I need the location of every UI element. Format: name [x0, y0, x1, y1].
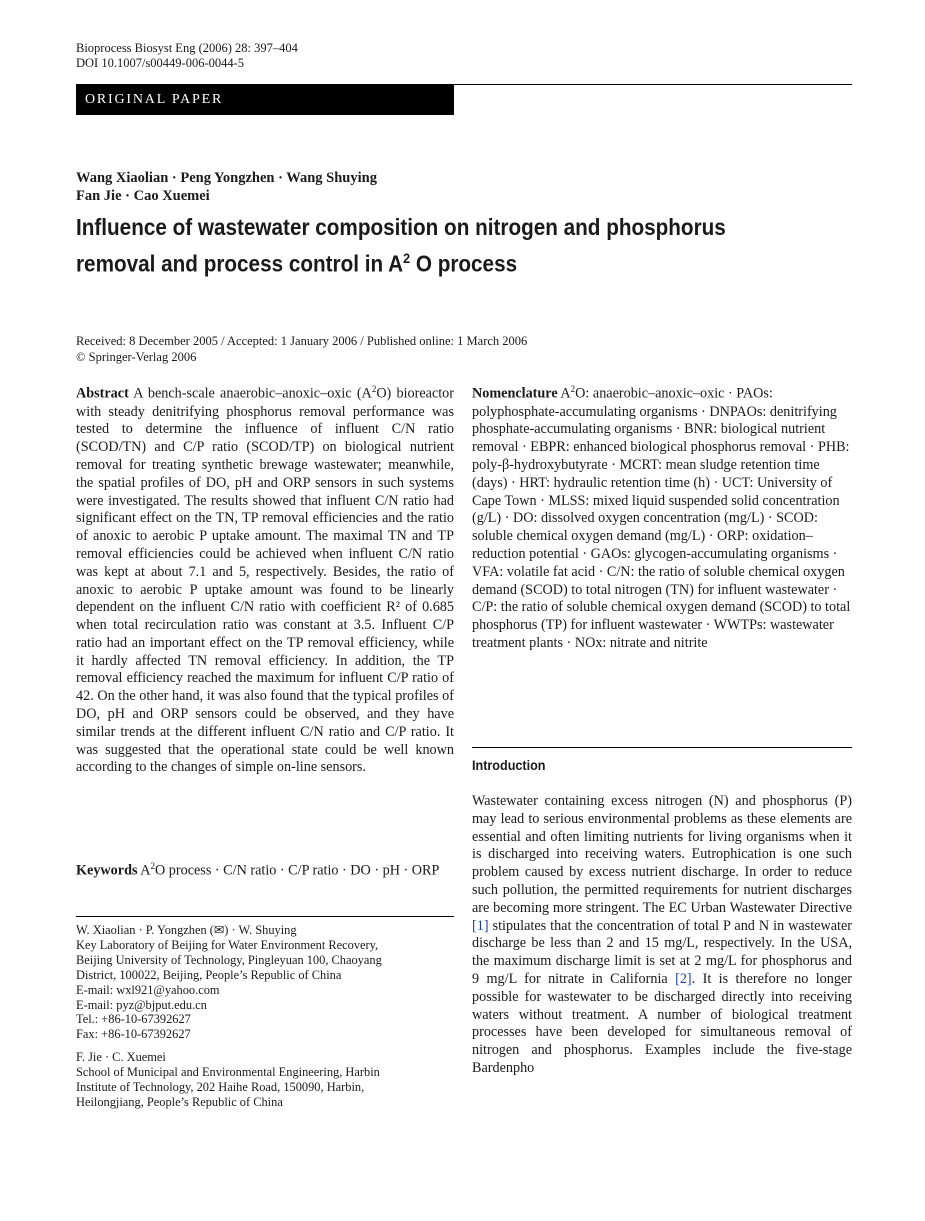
article-type-label: ORIGINAL PAPER — [85, 92, 224, 107]
intro-text: Wastewater containing excess nitrogen (N) and phosphorus (P) may lead to serious environmental problems as these elements are essential and often limiting nutrients for living organisms when it is discharged into receiving waters. Eutrophication is one such problem caused by excess nutrient discharge. In order to reduce such pollution, the permitted requirements for nutrient discharges are becoming more stringent. The EC Urban Wastewater Directive — [472, 793, 852, 916]
title-line-1: Influence of wastewater composition on nitrogen and phosphorus — [76, 214, 726, 240]
affiliation-block-2 — [76, 1050, 454, 1110]
abstract-superscript: 2 — [371, 384, 377, 394]
affiliation-institution: Heilongjiang, People’s Republic of China — [76, 1094, 283, 1109]
affiliation-institution: District, 100022, Beijing, People’s Republic of China — [76, 967, 342, 982]
introduction-heading: Introduction — [472, 757, 546, 773]
publication-dates — [76, 334, 527, 365]
email-address: E-mail: wxl921@yahoo.com — [76, 982, 220, 997]
email-address: E-mail: pyz@bjput.edu.cn — [76, 997, 207, 1012]
author-line-2: Fan Jie · Cao Xuemei — [76, 188, 210, 204]
affiliation-names: W. Xiaolian · P. Yongzhen (✉) · W. Shuying — [76, 923, 297, 937]
journal-doi: DOI 10.1007/s00449-006-0044-5 — [76, 56, 245, 70]
abstract-text: O) bioreactor with steady denitrifying phosphorus removal performance was tested to determine the influence of influent C/N ratio (SCOD/TN) and C/P ratio (SCOD/TP) on biological nutrient removal for treating synthetic brewage wastewater; meanwhile, the spatial profiles of DO, pH and ORP sensors in such systems were investigated. The results showed that influent C/N ratio had significant effect on the TN, TP removal efficiencies and the ratio of anoxic to aerobic P uptake amount. The maximal TN and TP removal efficiencies could be achieved when influent C/N ratio was kept at about 7.1 and 5, respectively. Besides, the ratio of anoxic to aerobic P uptake amount was found to be linearly dependent on the influent C/N ratio with coefficient R² of 0.685 when total recirculation ratio was constant at 3.5. Influent C/P ratio had an important effect on the TP removal efficiency, while it hardly affected TN removal efficiency. In addition, the TP removal efficiency reached the maximum for influent C/P ratio of 42. On the other hand, it was also found that the typical profiles of DO, pH and ORP sensors could be observed, and they have similar trends at the different influent C/N ratio and C/P ratio. It was suggested that the operational state could be well known according to the changes of simple on-line sensors. — [76, 385, 454, 776]
title-line-2 — [76, 243, 760, 280]
journal-header — [76, 41, 298, 71]
nomenclature-superscript: 2 — [570, 384, 576, 394]
nomenclature-label: Nomenclature — [472, 385, 558, 402]
introduction-paragraph — [472, 793, 852, 1078]
author-list — [76, 169, 377, 205]
abstract-label: Abstract — [76, 385, 129, 402]
affiliation-institution: School of Municipal and Environmental Engineering, Harbin — [76, 1064, 380, 1079]
author-line-1: Wang Xiaolian · Peng Yongzhen · Wang Shuying — [76, 170, 377, 186]
dates-line: Received: 8 December 2005 / Accepted: 1 January 2006 / Published online: 1 March 2006 — [76, 334, 528, 348]
abstract-paragraph — [76, 381, 454, 777]
affiliation-names: F. Jie · C. Xuemei — [76, 1050, 166, 1064]
affiliation-block-1 — [76, 923, 454, 1042]
article-title — [76, 212, 760, 280]
section-rule — [472, 747, 852, 748]
copyright-line: © Springer-Verlag 2006 — [76, 349, 197, 364]
journal-citation: Bioprocess Biosyst Eng (2006) 28: 397–404 — [76, 41, 298, 55]
keywords-label: Keywords — [76, 862, 138, 879]
affiliation-institution: Institute of Technology, 202 Haihe Road, 150090, Harbin, — [76, 1079, 365, 1094]
keywords-paragraph — [76, 858, 454, 881]
keywords-text-start: A — [137, 862, 151, 879]
fax: Fax: +86-10-67392627 — [76, 1027, 191, 1042]
reference-link[interactable]: [2] — [675, 970, 692, 987]
telephone: Tel.: +86-10-67392627 — [76, 1012, 191, 1027]
intro-text: stipulates that the concentration of total P and N in wastewater discharge be less than 2 and 15 mg/L, respectively. In the USA, the maximum discharge limit is set at 2 mg/L for phosphorus and 9 mg/L for nitrate in California — [472, 917, 852, 987]
title-line-2-start: removal and process control in A — [76, 250, 404, 277]
nomenclature-text-start: A — [557, 385, 571, 402]
intro-text: . It is therefore no longer possible for wastewater to be discharged directly into receiving waters without treatment. A number of biological treatment processes have been developed for simultaneous removal of nitrogen and phosphorus. Examples include the five-stage Bardenpho — [472, 970, 852, 1076]
keywords-text: O process · C/N ratio · C/P ratio · DO · pH · ORP — [155, 862, 440, 879]
header-rule — [454, 84, 852, 85]
abstract-text-start: A bench-scale anaerobic–anoxic–oxic (A — [128, 385, 372, 402]
title-line-2-end: O process — [415, 250, 518, 277]
article-type-banner — [76, 84, 454, 115]
affiliation-institution: Key Laboratory of Beijing for Water Environment Recovery, — [76, 937, 379, 952]
affiliation-rule — [76, 916, 454, 917]
nomenclature-paragraph — [472, 381, 852, 653]
keywords-superscript: 2 — [150, 861, 155, 871]
title-superscript: 2 — [403, 250, 411, 266]
nomenclature-text: O: anaerobic–anoxic–oxic · PAOs: polyphosphate-accumulating organisms · DNPAOs: denitrifying phosphate-accumulating organisms · BNR: biological nutrient removal · EBPR: enhanced biological phosphorus removal · PHB: poly-β-hydroxybutyrate · MCRT: mean sludge retention time (days) · HRT: hydraulic retention time (h) · UCT: University of Cape Town · MLSS: mixed liquid suspended solid concentration (g/L) · DO: dissolved oxygen concentration (mg/L) · SCOD: soluble chemical oxygen demand (mg/L) · ORP: oxidation–reduction potential · GAOs: glycogen-accumulating organisms · VFA: volatile fat acid · C/N: the ratio of soluble chemical oxygen demand (SCOD) to total nitrogen (TN) for influent wastewater · C/P: the ratio of soluble chemical oxygen demand (SCOD) to total phosphorus (TP) for influent wastewater · WWTPs: wastewater treatment plants · NOx: nitrate and nitrite — [472, 385, 851, 651]
reference-link[interactable]: [1] — [472, 917, 489, 934]
affiliation-institution: Beijing University of Technology, Pingleyuan 100, Chaoyang — [76, 952, 382, 967]
